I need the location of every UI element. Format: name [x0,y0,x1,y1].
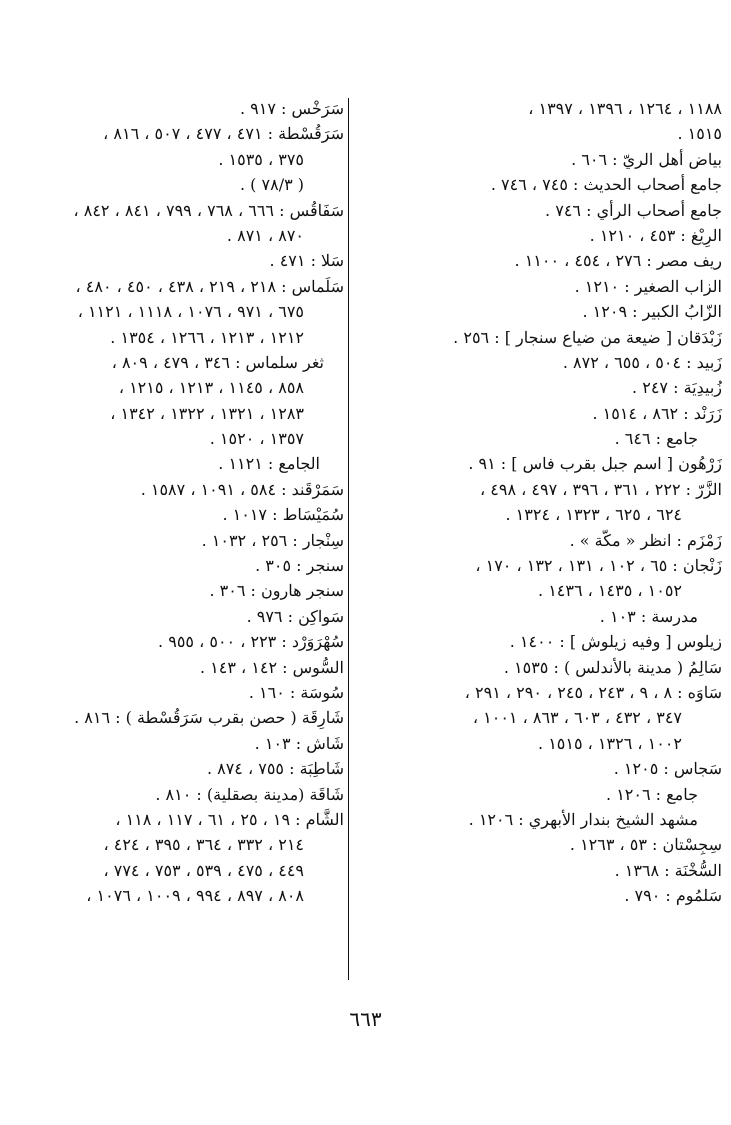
index-entry [360,655,722,680]
index-entry [26,858,344,883]
index-entry [360,553,722,578]
index-entry-text: سَمَرْقَند : ٥٨٤ ، ١٠٩١ ، ١٥٨٧ . [140,479,344,499]
index-entry-text: سَواكِن : ٩٧٦ . [246,606,344,626]
index-entry [26,121,344,146]
index-entry [26,680,344,705]
index-entry [360,147,722,172]
index-entry [26,629,344,654]
index-entry-text: السُّخْنَة : ١٣٦٨ . [614,860,722,880]
index-entry-text: جامع أصحاب الحديث : ٧٤٥ ، ٧٤٦ . [490,175,722,195]
index-entry [360,350,722,375]
index-entry [26,807,344,832]
index-entry [360,629,722,654]
index-entry [26,299,344,324]
index-entry-text: ٦٧٥ ، ٩٧١ ، ١٠٧٦ ، ١١١٨ ، ١١٢١ ، [77,302,304,322]
index-entry-text: شَاقَة (مدينة بصقلية) : ٨١٠ . [155,784,344,804]
index-entry [360,731,722,756]
index-entry-text: جامع : ١٢٠٦ . [606,784,698,804]
index-entry [360,832,722,857]
page-number: ٦٦٣ [349,1007,382,1031]
index-entry-text: ثغر سلماس : ٣٤٦ ، ٤٧٩ ، ٨٠٩ ، [111,352,324,372]
index-entry-text: سَفَاقُس : ٦٦٦ ، ٧٦٨ ، ٧٩٩ ، ٨٤١ ، ٨٤٢ ، [73,200,344,220]
index-entry-text: ١٠٥٢ ، ١٤٣٥ ، ١٤٣٦ . [538,581,682,601]
index-entry [360,705,722,730]
index-entry-text: زَبيد : ٥٠٤ ، ٦٥٥ ، ٨٧٢ . [562,352,722,372]
index-entry-text: جامع أصحاب الرأي : ٧٤٦ . [545,200,722,220]
index-entry-text: الجامع : ١١٢١ . [218,454,320,474]
index-entry-text: الشَّام : ١٩ ، ٢٥ ، ٦١ ، ١١٧ ، ١١٨ ، [115,809,344,829]
index-entry-text: زُبيدِيَة : ٢٤٧ . [632,378,722,398]
index-entry [360,172,722,197]
column-divider [348,98,349,980]
index-entry-text: مدرسة : ١٠٣ . [599,606,698,626]
index-entry-text: ١٢٨٣ ، ١٣٢١ ، ١٣٢٢ ، ١٣٤٢ ، [110,403,304,423]
index-entry-text: سَاوَه : ٨ ، ٩ ، ٢٤٣ ، ٢٤٥ ، ٢٩٠ ، ٢٩١ ، [464,682,722,702]
index-entry-text: سُهْرَوَرْد : ٢٢٣ ، ٥٠٠ ، ٩٥٥ . [158,632,344,652]
index-entry-text: زيلوس [ وفيه زيلوش ] : ١٤٠٠ . [509,632,722,652]
index-entry [26,198,344,223]
index-entry [26,502,344,527]
index-entry-text: ٨٠٨ ، ٨٩٧ ، ٩٩٤ ، ١٠٠٩ ، ١٠٧٦ ، [86,886,304,906]
index-entry [26,782,344,807]
index-entry-text: سَجاس : ١٢٠٥ . [613,759,722,779]
index-entry [26,223,344,248]
index-entry [26,325,344,350]
index-entry-text: الرِيْغ : ٤٥٣ ، ١٢١٠ . [589,225,722,245]
index-entry [26,731,344,756]
index-entry [360,858,722,883]
index-entry [360,756,722,781]
index-column-right [360,96,722,909]
index-entry [360,528,722,553]
index-entry [26,655,344,680]
index-entry-text: شَاطِبَة : ٧٥٥ ، ٨٧٤ . [206,759,344,779]
index-entry-text: ٨٥٨ ، ١١٤٥ ، ١٢١٣ ، ١٢١٥ ، [118,378,304,398]
index-entry [360,502,722,527]
index-entry-text: زَبْدَقان [ ضيعة من ضياع سنجار ] : ٢٥٦ . [453,327,722,347]
index-entry-text: سُمَيْسَاط : ١٠١٧ . [222,505,344,525]
index-entry-text: سَالِمُ ( مدينة بالأندلس ) : ١٥٣٥ . [503,657,722,677]
index-entry-text: مشهد الشيخ بندار الأبهري : ١٢٠٦ . [468,809,698,829]
index-entry [360,883,722,908]
index-entry [360,299,722,324]
index-entry [26,375,344,400]
index-entry [360,274,722,299]
index-entry-text: ٢١٤ ، ٣٣٢ ، ٣٦٤ ، ٣٩٥ ، ٤٢٤ ، [103,835,304,855]
index-entry-text: سِجِسْتان : ٥٣ ، ١٢٦٣ . [569,835,722,855]
index-entry [26,553,344,578]
index-entry-text: الزَّرّ : ٢٢٢ ، ٣٦١ ، ٣٩٦ ، ٤٩٧ ، ٤٩٨ ، [480,479,722,499]
index-entry-text: سنجر : ٣٠٥ . [255,556,344,576]
index-entry-text: ١٣٥٧ ، ١٥٢٠ . [209,429,304,449]
index-entry [26,883,344,908]
index-entry-text: زَمْزَم : انظر « مكّة » . [569,530,722,550]
index-entry [360,325,722,350]
index-entry [360,375,722,400]
index-entry [360,198,722,223]
index-entry [26,604,344,629]
index-entry-text: سَرَقُسْطة : ٤٧١ ، ٤٧٧ ، ٥٠٧ ، ٨١٦ ، [103,124,344,144]
index-entry-text: بياض أهل الريّ : ٦٠٦ . [571,149,722,169]
index-entry [360,401,722,426]
index-entry-text: ١١٨٨ ، ١٢٦٤ ، ١٣٩٦ ، ١٣٩٧ ، [528,99,722,118]
index-entry-text: السُّوس : ١٤٢ ، ١٤٣ . [199,657,344,677]
index-entry [26,426,344,451]
index-entry-text: ( ٧٨/٣ ) . [240,175,304,195]
index-entry [360,96,722,121]
index-entry-text: ٨٧٠ ، ٨٧١ . [226,225,304,245]
index-entry [360,782,722,807]
index-entry [360,578,722,603]
index-entry [360,807,722,832]
index-entry-text: جامع : ٦٤٦ . [614,429,698,449]
index-entry [26,172,344,197]
index-entry-text: سَلا : ٤٧١ . [269,251,344,271]
index-entry-text: سُوسَة : ١٦٠ . [248,682,344,702]
index-entry [26,832,344,857]
index-entry-text: زَرْهُون [ اسم جبل بقرب فاس ] : ٩١ . [468,454,722,474]
index-entry-text: سِنْجار : ٢٥٦ ، ١٠٣٢ . [201,530,344,550]
index-column-left [26,96,344,909]
index-entry [26,350,344,375]
index-entry-text: الزّابُ الكبير : ١٢٠٩ . [582,302,722,322]
index-entry-text: شَاش : ١٠٣ . [254,733,344,753]
index-entry-text: ١٥١٥ . [677,124,722,144]
index-entry [360,248,722,273]
index-entry-text: ٣٧٥ ، ١٥٣٥ . [218,149,304,169]
index-entry [26,477,344,502]
index-entry [26,705,344,730]
index-entry-text: ٤٤٩ ، ٤٧٥ ، ٥٣٩ ، ٧٥٣ ، ٧٧٤ ، [103,860,304,880]
index-entry [26,578,344,603]
index-entry [360,477,722,502]
index-entry [360,451,722,476]
index-entry-text: شَارِقَة ( حصن بقرب سَرَقُسْطة ) : ٨١٦ . [74,708,344,728]
index-entry-text: سَلمُوم : ٧٩٠ . [624,886,722,906]
index-entry [26,147,344,172]
index-entry [360,121,722,146]
index-entry-text: زَنْجان : ٦٥ ، ١٠٢ ، ١٣١ ، ١٣٢ ، ١٧٠ ، [475,556,722,576]
index-entry [26,756,344,781]
index-entry-text: الزاب الصغير : ١٢١٠ . [574,276,722,296]
index-entry-text: ٣٤٧ ، ٤٣٢ ، ٦٠٣ ، ٨٦٣ ، ١٠٠١ ، [472,708,682,728]
index-entry [360,604,722,629]
index-entry [26,248,344,273]
index-entry [26,274,344,299]
index-entry [360,680,722,705]
index-entry-text: ريف مصر : ٢٧٦ ، ٤٥٤ ، ١١٠٠ . [514,251,722,271]
index-entry [26,96,344,121]
index-entry-text: ٦٢٤ ، ٦٢٥ ، ١٣٢٣ ، ١٣٢٤ . [505,505,682,525]
index-entry-text: زَرَنْد : ٨٦٢ ، ١٥١٤ . [592,403,722,423]
index-entry [360,223,722,248]
index-entry [26,528,344,553]
index-entry-text: ١٠٠٢ ، ١٣٢٦ ، ١٥١٥ . [538,733,682,753]
index-entry [360,426,722,451]
index-entry-text: سَلَماس : ٢١٨ ، ٢١٩ ، ٤٣٨ ، ٤٥٠ ، ٤٨٠ ، [75,276,344,296]
index-entry-text: سنجر هارون : ٣٠٦ . [209,581,344,601]
index-entry [26,401,344,426]
index-entry [26,451,344,476]
index-entry-text: ١٢١٢ ، ١٢١٣ ، ١٢٦٦ ، ١٣٥٤ . [110,327,304,347]
index-entry-text: سَرَخْس : ٩١٧ . [239,99,344,118]
